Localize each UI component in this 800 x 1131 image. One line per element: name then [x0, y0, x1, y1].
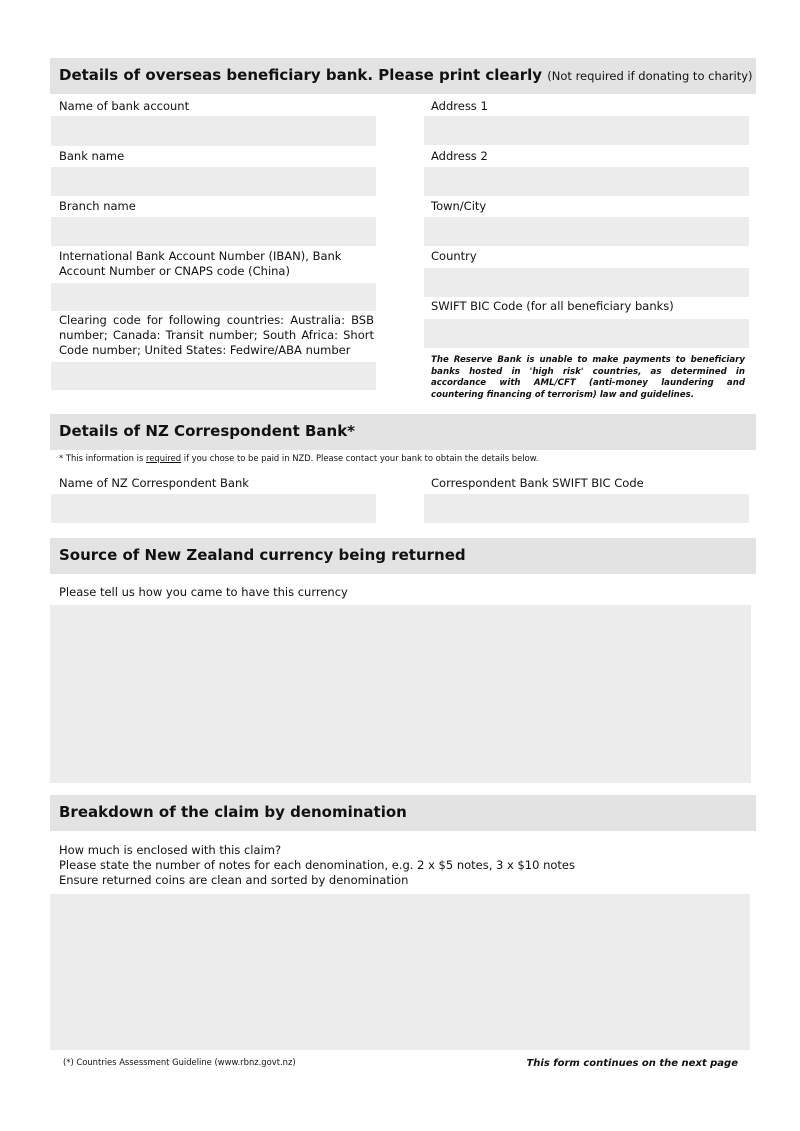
label-clearing-code: Clearing code for following countries: Australia: BSB number; Canada: Transit number; South Africa: Short Code number; United States: Fedwire/ABA number	[59, 313, 374, 357]
section-header-correspondent-bank	[50, 414, 756, 450]
field-swift-bic[interactable]	[424, 319, 749, 348]
note-text: if you chose to be paid in NZD. Please contact your bank to obtain the details below.	[181, 453, 539, 463]
label-bank-name: Bank name	[59, 149, 125, 163]
field-denomination-breakdown[interactable]	[50, 894, 750, 1050]
section-title: Details of overseas beneficiary bank. Please print clearly	[59, 66, 543, 84]
footnote: (*) Countries Assessment Guideline (www.rbnz.govt.nz)	[63, 1057, 296, 1067]
label-currency-source: Please tell us how you came to have this currency	[59, 585, 348, 599]
field-clearing-code[interactable]	[51, 362, 376, 390]
label-swift-bic: SWIFT BIC Code (for all beneficiary banks)	[431, 299, 674, 313]
field-bank-account-name[interactable]	[51, 116, 376, 146]
label-address-1: Address 1	[431, 99, 488, 113]
section-header-currency-source	[50, 538, 756, 574]
note-text: * This information is	[59, 453, 146, 463]
field-iban[interactable]	[51, 283, 376, 311]
section-header-beneficiary-bank	[50, 58, 756, 94]
section-header-denomination	[50, 795, 756, 831]
denomination-instruction-2: Please state the number of notes for each denomination, e.g. 2 x $5 notes, 3 x $10 notes	[59, 858, 575, 872]
field-currency-source[interactable]	[50, 605, 751, 783]
correspondent-note	[59, 453, 538, 463]
label-correspondent-bank-name: Name of NZ Correspondent Bank	[59, 476, 249, 490]
field-correspondent-swift[interactable]	[424, 494, 749, 523]
high-risk-note: The Reserve Bank is unable to make payments to beneficiary banks hosted in 'high risk' countries, as determined in accordance with AML/CFT (anti-money laundering and countering financing of terrorism) law and guidelines.	[431, 355, 745, 400]
label-address-2: Address 2	[431, 149, 488, 163]
label-iban: International Bank Account Number (IBAN), Bank Account Number or CNAPS code (China)	[59, 249, 342, 278]
field-town-city[interactable]	[424, 217, 749, 246]
denomination-instruction-1: How much is enclosed with this claim?	[59, 843, 282, 857]
field-address-1[interactable]	[424, 116, 749, 145]
section-title: Breakdown of the claim by denomination	[59, 803, 407, 821]
field-branch-name[interactable]	[51, 217, 376, 246]
field-address-2[interactable]	[424, 167, 749, 196]
label-country: Country	[431, 249, 477, 263]
label-bank-account-name: Name of bank account	[59, 99, 190, 113]
section-title: Source of New Zealand currency being returned	[59, 546, 466, 564]
label-branch-name: Branch name	[59, 199, 136, 213]
label-town-city: Town/City	[431, 199, 487, 213]
label-correspondent-swift: Correspondent Bank SWIFT BIC Code	[431, 476, 644, 490]
section-subtitle: (Not required if donating to charity)	[547, 69, 753, 83]
denomination-instruction-3: Ensure returned coins are clean and sorted by denomination	[59, 873, 409, 887]
continues-note: This form continues on the next page	[526, 1058, 738, 1069]
field-correspondent-bank-name[interactable]	[51, 494, 376, 523]
section-title: Details of NZ Correspondent Bank*	[59, 422, 356, 440]
field-country[interactable]	[424, 268, 749, 297]
field-bank-name[interactable]	[51, 167, 376, 196]
note-required: required	[145, 453, 182, 463]
